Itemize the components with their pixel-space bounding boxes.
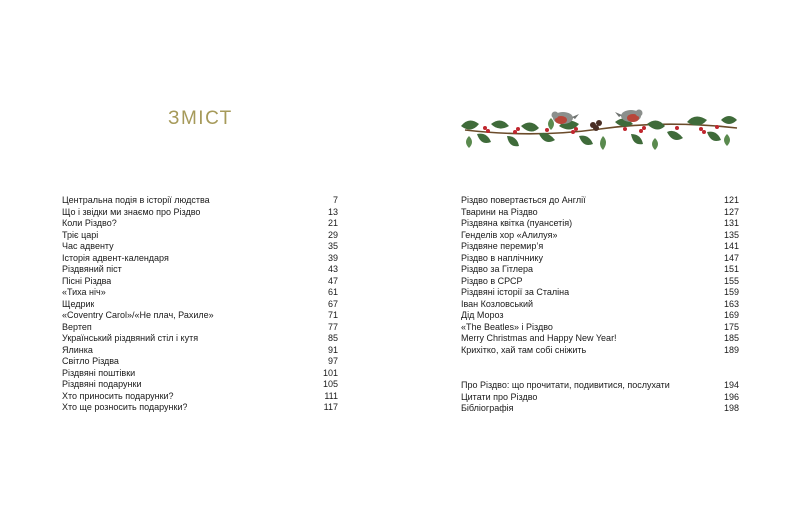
- toc-entry-label: Різдво в СРСР: [461, 275, 523, 286]
- toc-entry-label: Вертеп: [62, 321, 92, 332]
- toc-entry-label: Різдвяні історії за Сталіна: [461, 287, 570, 297]
- toc-entry: [62, 253, 338, 265]
- toc-entry-page: 7: [332, 195, 338, 205]
- toc-entry-page: 185: [723, 333, 739, 343]
- toc-entry-label: Коли Різдво?: [62, 218, 117, 228]
- toc-entry-label: Різдво в наплічнику: [461, 252, 543, 263]
- toc-entry-label: Пісні Різдва: [62, 275, 112, 286]
- toc-entry: [62, 287, 338, 299]
- toc-entry-label: Хто ще розносить подарунки?: [62, 402, 188, 412]
- toc-entry: [62, 333, 338, 345]
- toc-entry-label: Що і звідки ми знаємо про Різдво: [62, 206, 201, 217]
- toc-entry-page: 155: [723, 275, 739, 286]
- toc-entry-page: 67: [327, 298, 338, 309]
- toc-entry: [461, 287, 739, 299]
- toc-entry-label: Різдвяна квітка (пуансетія): [461, 218, 573, 228]
- toc-entry-page: 159: [723, 287, 739, 297]
- toc-entry: [461, 322, 739, 334]
- toc-entry-label: Центральна подія в історії людства: [62, 195, 210, 205]
- toc-entry-page: 85: [327, 333, 338, 343]
- toc-entry-page: 151: [723, 264, 739, 274]
- toc-entry: [62, 391, 338, 403]
- toc-entry-page: 105: [322, 379, 338, 389]
- toc-entry-page: 43: [327, 264, 338, 274]
- toc-entry-label: Дід Мороз: [461, 310, 504, 320]
- toc-entry-label: Час адвенту: [62, 241, 114, 251]
- toc-entry-label: Тріє царі: [62, 229, 99, 240]
- toc-entry: [461, 345, 739, 357]
- page-title: ЗМІСТ: [168, 108, 233, 129]
- toc-entry-label: «Тиха ніч»: [62, 287, 106, 297]
- toc-entry-label: Хто приносить подарунки?: [62, 390, 174, 401]
- toc-entry: [461, 195, 739, 207]
- toc-entry-page: 47: [327, 275, 338, 286]
- toc-entry: [461, 230, 739, 242]
- toc-entry-label: Історія адвент-календаря: [62, 252, 169, 263]
- toc-entry: [461, 253, 739, 265]
- toc-entry-page: 101: [322, 367, 338, 378]
- toc-entry-page: 13: [327, 206, 338, 217]
- toc-entry: [62, 299, 338, 311]
- toc-entry: [461, 403, 739, 415]
- toc-entry-page: 147: [723, 252, 739, 263]
- toc-entry: [461, 310, 739, 322]
- toc-entry-page: 196: [723, 391, 739, 402]
- toc-entry-label: Світло Різдва: [62, 356, 119, 366]
- toc-entry-page: 127: [723, 206, 739, 217]
- toc-entry-page: 194: [723, 380, 739, 390]
- toc-entry: [461, 241, 739, 253]
- toc-entry: [62, 218, 338, 230]
- toc-entry-page: 71: [327, 310, 338, 320]
- toc-entry: [62, 345, 338, 357]
- toc-list-right: [461, 195, 739, 415]
- toc-entry-label: Щедрик: [62, 298, 95, 309]
- toc-entry-page: 39: [327, 252, 338, 263]
- toc-entry-page: 121: [723, 195, 739, 205]
- toc-entry: [62, 368, 338, 380]
- toc-entry: [62, 379, 338, 391]
- toc-entry-page: 198: [723, 403, 739, 413]
- toc-entry-label: Merry Christmas and Happy New Year!: [461, 333, 617, 343]
- toc-entry: [461, 264, 739, 276]
- toc-entry-label: Іван Козловський: [461, 298, 534, 309]
- toc-entry: [62, 264, 338, 276]
- toc-entry: [62, 402, 338, 414]
- toc-entry: [62, 322, 338, 334]
- toc-entry-page: 29: [327, 229, 338, 240]
- toc-entry-page: 189: [723, 344, 739, 355]
- toc-entry-page: 117: [323, 402, 338, 412]
- toc-entry: [62, 195, 338, 207]
- toc-entry-page: 61: [327, 287, 338, 297]
- toc-entry-label: Різдвяне перемир’я: [461, 241, 544, 251]
- right-page: [400, 0, 800, 512]
- toc-entry-page: 175: [723, 321, 739, 332]
- toc-entry: [62, 356, 338, 368]
- toc-entry-page: 141: [723, 241, 739, 251]
- toc-entry-label: Різдво повертається до Англії: [461, 195, 586, 205]
- toc-entry-page: 91: [327, 344, 338, 355]
- toc-entry-label: Бібліографія: [461, 403, 514, 413]
- toc-entry-label: Різдвяний піст: [62, 264, 122, 274]
- toc-entry: [461, 207, 739, 219]
- toc-entry-page: 135: [723, 229, 739, 240]
- toc-entry-label: «The Beatles» і Різдво: [461, 321, 553, 332]
- toc-entry-label: Різдвяні поштівки: [62, 367, 136, 378]
- toc-entry: [62, 230, 338, 242]
- toc-entry-label: Тварини на Різдво: [461, 206, 538, 217]
- toc-entry-label: Крихітко, хай там собі сніжить: [461, 344, 587, 355]
- toc-entry-label: Генделів хор «Алилуя»: [461, 229, 558, 240]
- toc-entry: [62, 310, 338, 322]
- toc-entry-page: 77: [327, 321, 338, 332]
- toc-entry-page: 169: [723, 310, 739, 320]
- holly-garland-icon: [455, 102, 745, 154]
- toc-entry-page: 131: [723, 218, 739, 228]
- toc-entry-label: «Coventry Carol»/«Не плач, Рахиле»: [62, 310, 214, 320]
- toc-entry-label: Ялинка: [62, 344, 93, 355]
- toc-entry-page: 163: [723, 298, 739, 309]
- toc-entry: [461, 333, 739, 345]
- toc-entry-label: Український різдвяний стіл і кутя: [62, 333, 199, 343]
- toc-entry-page: 35: [327, 241, 338, 251]
- toc-list-left: [62, 195, 338, 414]
- toc-entry: [461, 218, 739, 230]
- toc-entry: [62, 276, 338, 288]
- toc-entry-page: 21: [327, 218, 338, 228]
- toc-entry-label: Різдво за Гітлера: [461, 264, 534, 274]
- toc-entry: [461, 380, 739, 392]
- toc-entry-label: Цитати про Різдво: [461, 391, 538, 402]
- toc-entry-label: Про Різдво: що прочитати, подивитися, послухати: [461, 380, 670, 390]
- toc-entry: [62, 241, 338, 253]
- toc-entry: [461, 299, 739, 311]
- toc-entry-page: 111: [324, 390, 338, 401]
- toc-entry: [461, 392, 739, 404]
- toc-entry-page: 97: [327, 356, 338, 366]
- toc-entry-label: Різдвяні подарунки: [62, 379, 142, 389]
- toc-entry: [461, 276, 739, 288]
- toc-entry: [62, 207, 338, 219]
